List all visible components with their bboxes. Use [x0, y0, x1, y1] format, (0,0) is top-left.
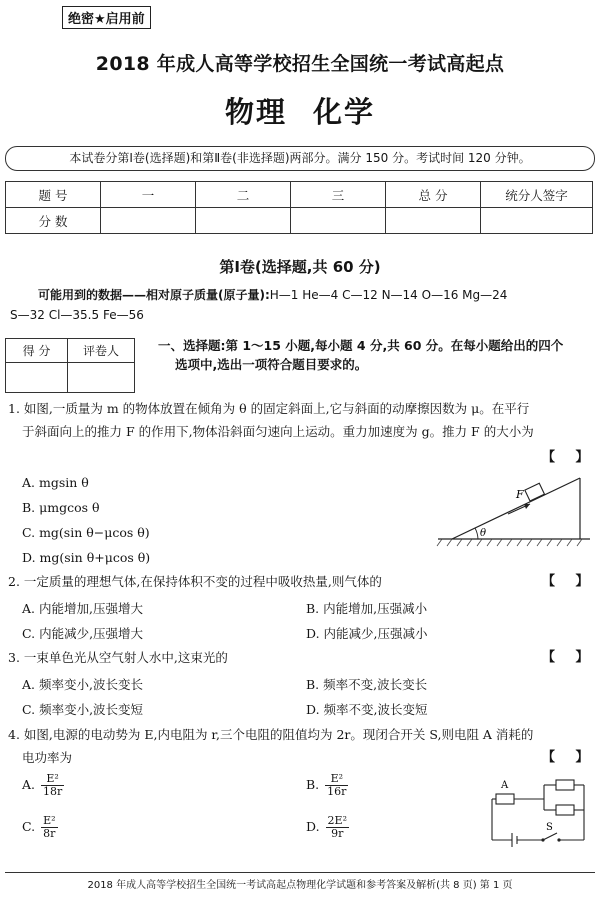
fraction-denominator: 8r: [43, 827, 56, 840]
option-letter: D.: [306, 819, 320, 834]
score-input-cell: [291, 208, 386, 234]
fraction-denominator: 9r: [331, 827, 344, 840]
instruction-line: 一、选择题:第 1～15 小题,每小题 4 分,共 60 分。在每小题给出的四个: [158, 338, 564, 353]
grader-score-cell: [6, 363, 68, 393]
q4-option-a: [22, 773, 64, 798]
atomic-mass-values-2: S—32 Cl—35.5 Fe—56: [10, 308, 144, 322]
atomic-mass-values: H—1 He—4 C—12 N—14 O—16 Mg—24: [269, 288, 508, 302]
answer-bracket: 【 】: [542, 750, 597, 765]
fraction-numerator: E²: [43, 814, 56, 827]
fraction: [41, 815, 57, 840]
switch-s-label: S: [546, 822, 553, 833]
angle-label: θ: [480, 528, 487, 539]
fraction-denominator: 18r: [43, 785, 63, 798]
q1-option-d: D. mg(sin θ+μcos θ): [22, 550, 151, 565]
fraction: [325, 773, 348, 798]
resistor-a-label: A: [501, 780, 509, 791]
option-letter: A.: [22, 777, 36, 792]
score-cell: 二: [196, 182, 291, 208]
grader-box: [5, 338, 135, 393]
q4-option-c: [22, 815, 58, 840]
score-cell: 统分人签字: [481, 182, 593, 208]
part1-title: 第Ⅰ卷(选择题,共 60 分): [219, 258, 381, 276]
atomic-mass-data: [10, 285, 590, 325]
q1-option-c: C. mg(sin θ−μcos θ): [22, 525, 150, 540]
q2-option-d: D. 内能减少,压强减小: [306, 626, 428, 641]
instruction-line: 选项中,选出一项符合题目要求的。: [175, 357, 368, 372]
q2-option-a: A. 内能增加,压强增大: [22, 601, 143, 616]
fraction-numerator: E²: [325, 773, 348, 786]
score-table-score-row: [6, 208, 593, 234]
atomic-mass-label: 可能用到的数据——相对原子质量(原子量):: [38, 288, 270, 302]
score-cell: 分 数: [6, 208, 101, 234]
page-footer: 2018 年成人高等学校招生全国统一考试高起点物理化学试题和参考答案及解析(共 8 页) 第 1 页: [5, 872, 595, 891]
score-cell: 总 分: [386, 182, 481, 208]
fraction-numerator: 2E²: [327, 814, 347, 827]
fraction-numerator: E²: [41, 773, 64, 786]
question-1-line-2: 于斜面向上的推力 F 的作用下,物体沿斜面匀速向上运动。重力加速度为 g。推力 F 的大小为: [22, 424, 534, 439]
confidential-label: 绝密★启用前: [62, 6, 151, 29]
grader-header-score: 得 分: [6, 339, 68, 363]
question-1: [8, 397, 598, 443]
q2-option-b: B. 内能增加,压强减小: [306, 601, 428, 616]
score-cell: 三: [291, 182, 386, 208]
q2-option-c: C. 内能减少,压强增大: [22, 626, 144, 641]
q4-option-b: [306, 773, 348, 798]
incline-figure: [430, 470, 595, 550]
grader-header-grader: 评卷人: [68, 339, 135, 363]
answer-bracket: 【 】: [542, 574, 597, 589]
question-4: [8, 723, 598, 769]
subject-title: 物理 化学: [224, 95, 376, 129]
score-input-cell: [481, 208, 593, 234]
question-3: 3. 一束单色光从空气射人水中,这束光的: [8, 650, 228, 665]
exam-title: 2018 年成人高等学校招生全国统一考试高起点: [95, 53, 505, 75]
score-cell: 题 号: [6, 182, 101, 208]
question-2: 2. 一定质量的理想气体,在保持体积不变的过程中吸收热量,则气体的: [8, 574, 382, 589]
grader-name-cell: [68, 363, 135, 393]
q1-option-a: A. mgsin θ: [22, 475, 89, 490]
score-cell: 一: [101, 182, 196, 208]
score-table: [5, 181, 593, 234]
q3-option-d: D. 频率不变,波长变短: [306, 702, 428, 717]
option-letter: B.: [306, 777, 320, 792]
q3-option-a: A. 频率变小,波长变长: [22, 677, 143, 692]
answer-bracket: 【 】: [542, 450, 597, 465]
score-input-cell: [386, 208, 481, 234]
score-input-cell: [196, 208, 291, 234]
fraction: [41, 773, 64, 798]
circuit-figure: [460, 773, 595, 853]
force-label: F: [516, 488, 524, 501]
score-table-header-row: [6, 182, 593, 208]
question-4-line-2: 电功率为: [22, 750, 73, 765]
q3-option-c: C. 频率变小,波长变短: [22, 702, 144, 717]
q4-option-d: [306, 815, 349, 840]
exam-notice: 本试卷分第Ⅰ卷(选择题)和第Ⅱ卷(非选择题)两部分。满分 150 分。考试时间 120 分钟。: [5, 146, 595, 171]
section-instruction: [158, 336, 590, 374]
score-input-cell: [101, 208, 196, 234]
question-1-line-1: 1. 如图,一质量为 m 的物体放置在倾角为 θ 的固定斜面上,它与斜面的动摩擦因数为 μ。在平行: [8, 401, 530, 416]
q1-option-b: B. μmgcos θ: [22, 500, 100, 515]
fraction: [326, 815, 349, 840]
answer-bracket: 【 】: [542, 650, 597, 665]
q3-option-b: B. 频率不变,波长变长: [306, 677, 428, 692]
option-letter: C.: [22, 819, 36, 834]
question-4-line-1: 4. 如图,电源的电动势为 E,内电阻为 r,三个电阻的阻值均为 2r。现闭合开关 S,则电阻 A 消耗的: [8, 727, 534, 742]
fraction-denominator: 16r: [327, 785, 347, 798]
